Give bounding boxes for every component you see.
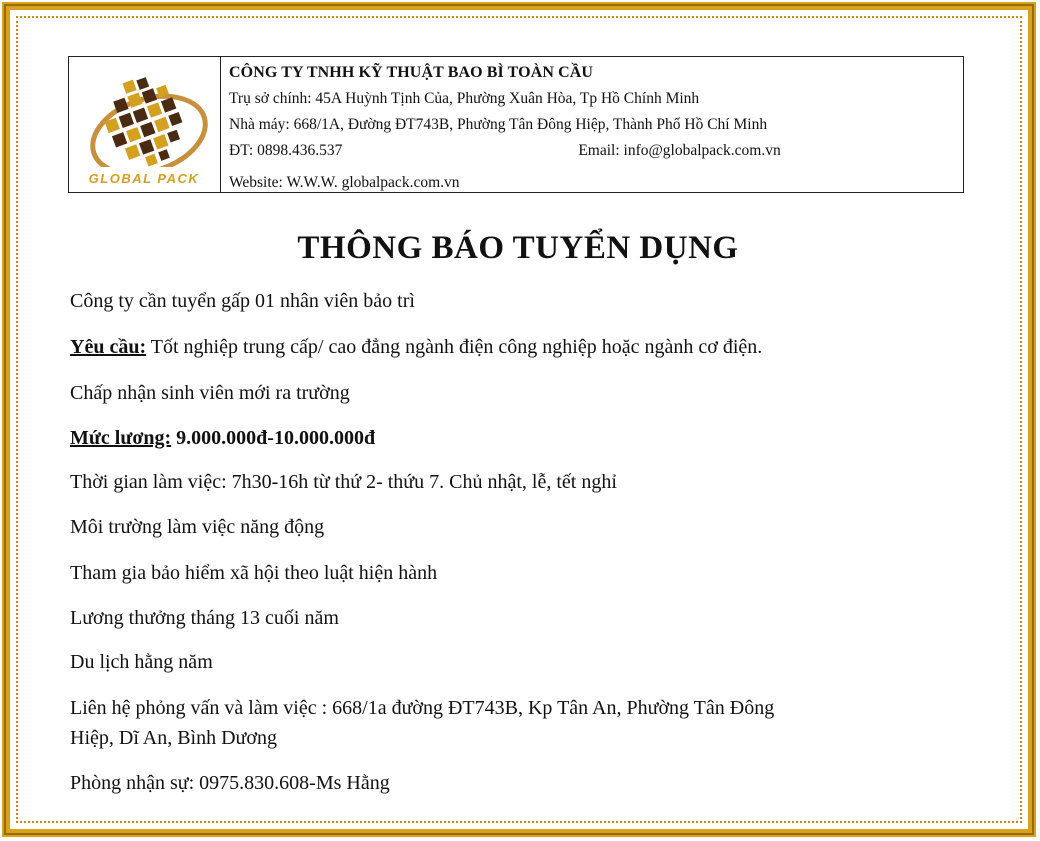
requirement-label: Yêu cầu:	[70, 336, 147, 358]
company-website: Website: W.W.W. globalpack.com.vn	[229, 174, 460, 191]
environment-line: Môi trường làm việc năng động	[70, 516, 325, 538]
working-hours-line: Thời gian làm việc: 7h30-16h từ thứ 2- thứu 7. Chủ nhật, lễ, tết nghỉ	[70, 471, 617, 493]
company-phone: ĐT: 0898.436.537	[229, 142, 343, 159]
letterhead	[68, 56, 964, 193]
company-name: CÔNG TY TNHH KỸ THUẬT BAO BÌ TOÀN CẦU	[229, 64, 594, 81]
bonus-line: Lương thưởng tháng 13 cuối năm	[70, 607, 339, 629]
insurance-line: Tham gia bảo hiểm xã hội theo luật hiện hành	[70, 562, 438, 584]
contact-row	[229, 138, 963, 164]
company-info	[221, 57, 963, 192]
intro-line: Công ty cần tuyển gấp 01 nhân viên bảo trì	[70, 290, 415, 312]
requirement-line	[70, 332, 762, 362]
contact-address-line-1: Liên hệ phỏng vấn và làm việc : 668/1a đường ĐT743B, Kp Tân An, Phường Tân Đông	[70, 697, 775, 719]
contact-address-line-2: Hiệp, Dĩ An, Bình Dương	[70, 727, 277, 749]
factory-address: Nhà máy: 668/1A, Đường ĐT743B, Phường Tân Đông Hiệp, Thành Phố Hồ Chí Minh	[229, 116, 768, 133]
svg-text:GLOBAL PACK: GLOBAL PACK	[88, 171, 200, 186]
company-logo	[69, 57, 221, 192]
global-pack-logo-icon	[69, 57, 219, 191]
head-office-address: Trụ sở chính: 45A Huỳnh Tịnh Của, Phường Xuân Hòa, Tp Hồ Chính Minh	[229, 90, 700, 107]
travel-line: Du lịch hằng năm	[70, 651, 213, 673]
page-title: THÔNG BÁO TUYỂN DỤNG	[297, 230, 739, 266]
company-email: Email: info@globalpack.com.vn	[578, 142, 781, 159]
salary-label: Mức lương:	[70, 427, 172, 449]
hr-contact-line: Phòng nhận sự: 0975.830.608-Ms Hằng	[70, 772, 390, 794]
requirement-text: Tốt nghiệp trung cấp/ cao đẳng ngành điện công nghiệp hoặc ngành cơ điện.	[146, 336, 763, 358]
salary-value: 9.000.000đ-10.000.000đ	[171, 427, 376, 449]
salary-line	[70, 423, 375, 453]
fresh-grad-line: Chấp nhận sinh viên mới ra trường	[70, 382, 350, 404]
